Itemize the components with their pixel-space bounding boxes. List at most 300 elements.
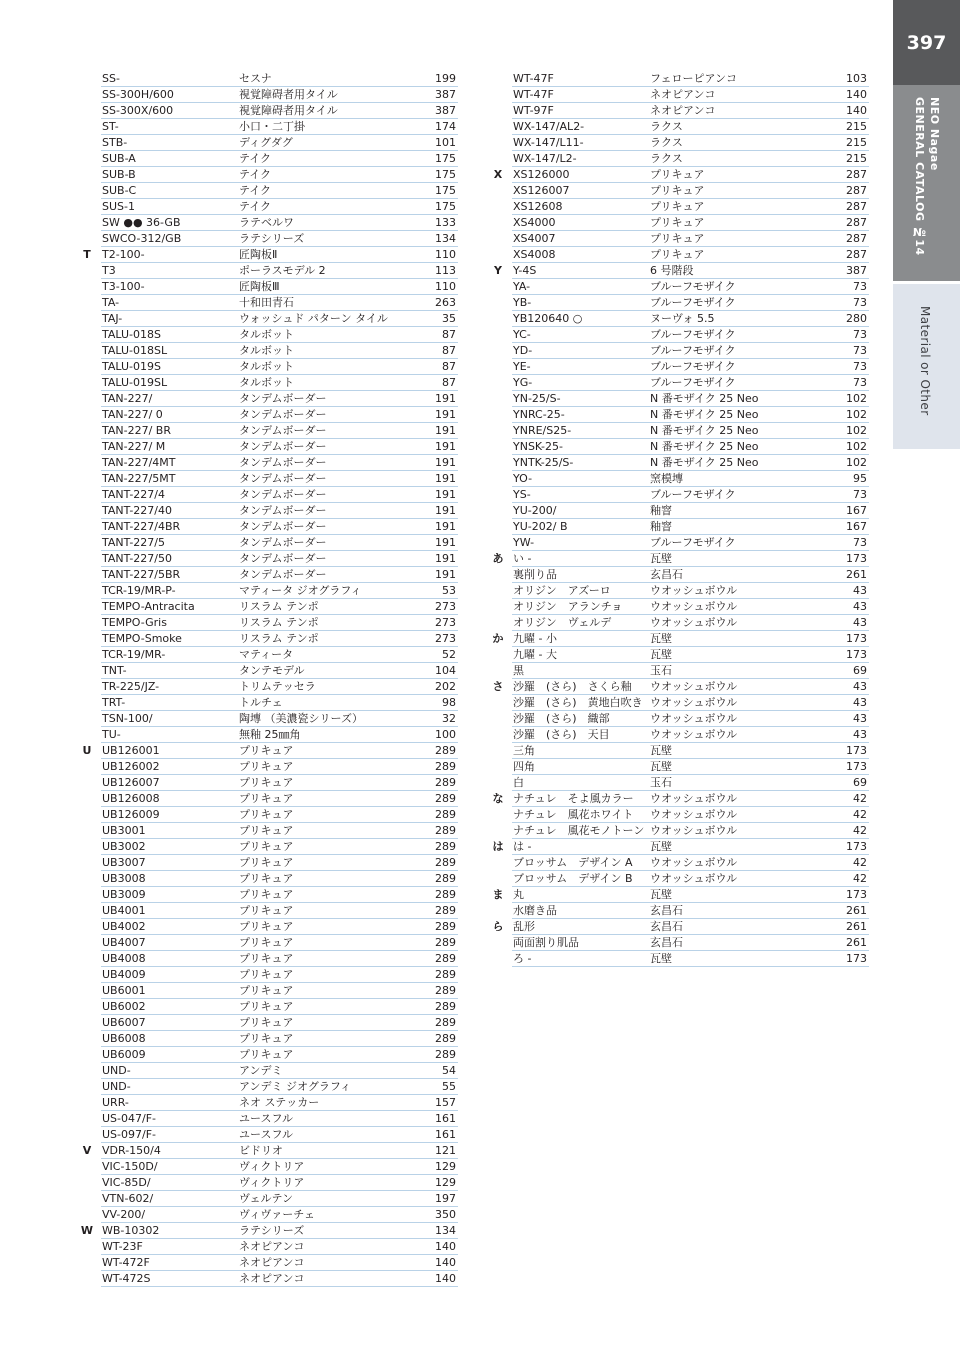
index-entry xyxy=(101,871,458,887)
product-name: タルボット xyxy=(239,376,294,389)
index-entry xyxy=(101,1079,458,1095)
index-entry xyxy=(101,375,458,391)
index-row xyxy=(489,791,869,807)
page-ref: 273 xyxy=(435,616,456,629)
index-row xyxy=(489,887,869,903)
product-name: ブルーフモザイク xyxy=(650,360,736,373)
index-row xyxy=(489,599,869,615)
product-code: WX-147/L2- xyxy=(513,152,577,165)
index-row xyxy=(78,807,458,823)
index-entry xyxy=(101,1223,458,1239)
index-row xyxy=(78,151,458,167)
product-name: ラクス xyxy=(650,136,683,149)
page-ref: 289 xyxy=(435,760,456,773)
product-name: プリキュア xyxy=(650,168,705,181)
page-ref: 43 xyxy=(853,600,867,613)
index-row xyxy=(489,695,869,711)
page-ref: 102 xyxy=(846,408,867,421)
product-code: YB- xyxy=(513,296,532,309)
page-ref: 173 xyxy=(846,952,867,965)
index-row xyxy=(78,1127,458,1143)
product-name: プリキュア xyxy=(239,888,294,901)
product-name: タンデムボーダー xyxy=(239,424,327,437)
index-entry xyxy=(101,439,458,455)
index-entry xyxy=(512,823,869,839)
product-code: TANT-227/4 xyxy=(102,488,165,501)
page-ref: 113 xyxy=(435,264,456,277)
index-entry xyxy=(101,471,458,487)
product-name: ウオッシュボウル xyxy=(650,680,738,693)
page-ref: 73 xyxy=(853,280,867,293)
product-code: UB6002 xyxy=(102,1000,146,1013)
index-entry xyxy=(101,1207,458,1223)
index-row xyxy=(78,1159,458,1175)
product-name: テイク xyxy=(239,200,272,213)
index-row xyxy=(78,311,458,327)
section-letter: T xyxy=(83,248,91,261)
product-name: N 番モザイク 25 Neo xyxy=(650,456,759,469)
product-name: 瓦壁 xyxy=(650,552,672,565)
index-row xyxy=(489,183,869,199)
product-code: ろ - xyxy=(513,952,532,965)
product-code: TALU-018S xyxy=(102,328,161,341)
product-code: TALU-019SL xyxy=(102,376,168,389)
page-ref: 167 xyxy=(846,504,867,517)
product-code: UND- xyxy=(102,1064,131,1077)
product-name: プリキュア xyxy=(239,936,294,949)
product-code: TSN-100/ xyxy=(102,712,153,725)
section-tab[interactable] xyxy=(893,284,960,449)
page-ref: 69 xyxy=(853,664,867,677)
index-entry xyxy=(101,295,458,311)
index-entry xyxy=(101,919,458,935)
page-ref: 289 xyxy=(435,888,456,901)
page-ref: 100 xyxy=(435,728,456,741)
index-entry xyxy=(101,1015,458,1031)
page-ref: 87 xyxy=(442,344,456,357)
product-code: 四角 xyxy=(513,760,535,773)
index-entry xyxy=(101,1159,458,1175)
product-name: ブルーフモザイク xyxy=(650,536,736,549)
product-name: 6 号階段 xyxy=(650,264,694,277)
index-entry xyxy=(512,103,869,119)
page-ref: 289 xyxy=(435,840,456,853)
index-row xyxy=(78,567,458,583)
index-row xyxy=(489,359,869,375)
index-row xyxy=(78,759,458,775)
index-row xyxy=(78,1175,458,1191)
index-entry xyxy=(512,327,869,343)
product-name: 玄昌石 xyxy=(650,920,683,933)
section-letter: Y xyxy=(494,264,502,277)
index-row xyxy=(489,663,869,679)
index-entry xyxy=(101,199,458,215)
index-entry xyxy=(101,647,458,663)
page-ref: 173 xyxy=(846,760,867,773)
index-entry xyxy=(101,1191,458,1207)
product-code: 沙羅 (さら) さくら釉 xyxy=(513,680,632,693)
index-entry xyxy=(512,71,869,87)
page-ref: 387 xyxy=(435,104,456,117)
index-entry xyxy=(101,343,458,359)
index-row xyxy=(78,711,458,727)
page-ref: 280 xyxy=(846,312,867,325)
page-ref: 287 xyxy=(846,216,867,229)
index-entry xyxy=(512,439,869,455)
index-entry xyxy=(512,727,869,743)
product-name: ウォッシュド パターン タイル xyxy=(239,312,388,325)
page-ref: 191 xyxy=(435,408,456,421)
product-name: 十和田青石 xyxy=(239,296,294,309)
index-entry xyxy=(101,775,458,791)
index-entry xyxy=(101,711,458,727)
index-entry xyxy=(101,823,458,839)
index-entry xyxy=(512,919,869,935)
index-entry xyxy=(101,807,458,823)
product-name: マティータ ジオグラフィ xyxy=(239,584,362,597)
product-name: プリキュア xyxy=(239,968,294,981)
product-code: XS126000 xyxy=(513,168,570,181)
index-row xyxy=(78,679,458,695)
page-ref: 289 xyxy=(435,856,456,869)
index-row xyxy=(78,359,458,375)
index-row xyxy=(78,423,458,439)
index-entry xyxy=(512,647,869,663)
page-ref: 98 xyxy=(442,696,456,709)
product-name: タンデムボーダー xyxy=(239,472,327,485)
index-row xyxy=(78,663,458,679)
index-row xyxy=(489,503,869,519)
product-name: 瓦壁 xyxy=(650,952,672,965)
product-name: プリキュア xyxy=(650,216,705,229)
product-name: 匠陶板Ⅲ xyxy=(239,280,280,293)
product-name: プリキュア xyxy=(650,248,705,261)
index-entry xyxy=(512,151,869,167)
product-name: ウオッシュボウル xyxy=(650,712,738,725)
index-row xyxy=(78,535,458,551)
index-entry xyxy=(512,631,869,647)
product-code: UB6001 xyxy=(102,984,146,997)
page-ref: 191 xyxy=(435,456,456,469)
product-name: ネオピアンコ xyxy=(239,1256,305,1269)
page-ref: 43 xyxy=(853,712,867,725)
product-name: プリキュア xyxy=(239,792,294,805)
product-code: UB4008 xyxy=(102,952,146,965)
page-ref: 175 xyxy=(435,184,456,197)
page-ref: 215 xyxy=(846,152,867,165)
index-row xyxy=(489,951,869,967)
product-code: YS- xyxy=(513,488,531,501)
product-name: タルボット xyxy=(239,328,294,341)
index-row xyxy=(78,775,458,791)
page-ref: 102 xyxy=(846,424,867,437)
index-entry xyxy=(101,679,458,695)
index-row xyxy=(78,871,458,887)
product-name: 瓦壁 xyxy=(650,888,672,901)
index-entry xyxy=(512,279,869,295)
page-ref: 261 xyxy=(846,936,867,949)
index-row xyxy=(489,391,869,407)
product-code: 沙羅 (さら) 黄地白吹き xyxy=(513,696,643,709)
product-name: プリキュア xyxy=(239,760,294,773)
product-name: ブルーフモザイク xyxy=(650,344,736,357)
index-row xyxy=(78,375,458,391)
product-code: T3-100- xyxy=(102,280,145,293)
product-name: ラクス xyxy=(650,120,683,133)
product-code: VTN-602/ xyxy=(102,1192,154,1205)
index-row xyxy=(489,439,869,455)
product-code: 両面割り肌品 xyxy=(513,936,579,949)
product-name: タンデムボーダー xyxy=(239,552,327,565)
product-name: N 番モザイク 25 Neo xyxy=(650,440,759,453)
index-entry xyxy=(101,311,458,327)
product-code: SUS-1 xyxy=(102,200,135,213)
index-entry xyxy=(512,679,869,695)
index-entry xyxy=(101,135,458,151)
product-code: WX-147/L11- xyxy=(513,136,584,149)
page-ref: 140 xyxy=(435,1240,456,1253)
product-code: US-097/F- xyxy=(102,1128,157,1141)
product-code: TAN-227/4MT xyxy=(102,456,176,469)
section-letter: W xyxy=(80,1224,94,1237)
page-ref: 134 xyxy=(435,1224,456,1237)
page-ref: 134 xyxy=(435,232,456,245)
index-entry xyxy=(101,903,458,919)
page-ref: 175 xyxy=(435,152,456,165)
page-ref: 161 xyxy=(435,1128,456,1141)
page-ref: 263 xyxy=(435,296,456,309)
product-code: SW ●● 36-GB xyxy=(102,216,181,229)
product-code: XS4008 xyxy=(513,248,556,261)
product-code: YE- xyxy=(513,360,531,373)
index-row xyxy=(489,231,869,247)
index-entry xyxy=(512,167,869,183)
product-name: ヴィクトリア xyxy=(239,1176,305,1189)
product-code: は - xyxy=(513,840,532,853)
product-code: SUB-B xyxy=(102,168,136,181)
catalog-line-1: NEO Nagae xyxy=(928,97,941,171)
page-ref: 289 xyxy=(435,1048,456,1061)
index-row xyxy=(489,119,869,135)
index-row xyxy=(489,455,869,471)
product-name: タンデムボーダー xyxy=(239,488,327,501)
page-ref: 42 xyxy=(853,856,867,869)
index-row xyxy=(78,823,458,839)
product-name: ネオピアンコ xyxy=(239,1272,305,1285)
page-ref: 261 xyxy=(846,920,867,933)
page-ref: 140 xyxy=(846,88,867,101)
product-code: VV-200/ xyxy=(102,1208,146,1221)
page-ref: 215 xyxy=(846,120,867,133)
section-letter: X xyxy=(493,168,503,181)
index-entry xyxy=(101,1063,458,1079)
index-entry xyxy=(512,807,869,823)
page-ref: 191 xyxy=(435,472,456,485)
index-entry xyxy=(512,359,869,375)
page-ref: 43 xyxy=(853,584,867,597)
index-entry xyxy=(101,887,458,903)
index-row xyxy=(489,135,869,151)
product-name: トリムテッセラ xyxy=(239,680,316,693)
page-ref: 289 xyxy=(435,920,456,933)
index-entry xyxy=(101,551,458,567)
index-row xyxy=(489,759,869,775)
index-entry xyxy=(101,215,458,231)
product-name: プリキュア xyxy=(239,840,294,853)
index-row xyxy=(78,439,458,455)
index-entry xyxy=(101,87,458,103)
page-ref: 199 xyxy=(435,72,456,85)
index-row xyxy=(78,999,458,1015)
index-row xyxy=(489,711,869,727)
page-ref: 289 xyxy=(435,904,456,917)
index-entry xyxy=(101,183,458,199)
index-entry xyxy=(101,263,458,279)
index-row xyxy=(78,599,458,615)
index-entry xyxy=(512,311,869,327)
product-code: YNSK-25- xyxy=(513,440,563,453)
index-row xyxy=(78,71,458,87)
page-ref: 32 xyxy=(442,712,456,725)
product-name: フェローピアンコ xyxy=(650,72,738,85)
index-entry xyxy=(512,215,869,231)
index-row xyxy=(78,967,458,983)
product-name: プリキュア xyxy=(239,952,294,965)
page-ref: 140 xyxy=(435,1272,456,1285)
index-entry xyxy=(512,247,869,263)
product-name: 窯模塼 xyxy=(650,472,683,485)
index-entry xyxy=(512,375,869,391)
product-name: ウオッシュボウル xyxy=(650,824,738,837)
page-ref: 289 xyxy=(435,1016,456,1029)
page-ref: 273 xyxy=(435,600,456,613)
index-row xyxy=(78,983,458,999)
index-row xyxy=(78,343,458,359)
product-name: プリキュア xyxy=(239,904,294,917)
index-entry xyxy=(101,103,458,119)
page-ref: 287 xyxy=(846,184,867,197)
index-row xyxy=(78,1143,458,1159)
index-row xyxy=(489,71,869,87)
product-code: TAN-227/ 0 xyxy=(102,408,163,421)
product-name: 無釉 25㎜角 xyxy=(239,728,301,741)
product-name: ラテベルワ xyxy=(239,216,294,229)
index-row xyxy=(489,103,869,119)
index-entry xyxy=(101,167,458,183)
product-name: タンデムボーダー xyxy=(239,536,327,549)
product-name: 瓦壁 xyxy=(650,648,672,661)
page-ref: 73 xyxy=(853,344,867,357)
index-row xyxy=(78,695,458,711)
product-name: ヴィクトリア xyxy=(239,1160,305,1173)
page-ref: 102 xyxy=(846,456,867,469)
product-name: タンデムボーダー xyxy=(239,408,327,421)
product-code: 乱形 xyxy=(513,920,535,933)
page-ref: 350 xyxy=(435,1208,456,1221)
product-code: UB126002 xyxy=(102,760,160,773)
product-code: 水磨き品 xyxy=(513,904,557,917)
product-name: ネオピアンコ xyxy=(650,88,716,101)
index-row xyxy=(78,1271,458,1287)
product-name: ウオッシュボウル xyxy=(650,600,738,613)
index-row xyxy=(489,551,869,567)
index-row xyxy=(78,295,458,311)
index-entry xyxy=(101,631,458,647)
product-name: ウオッシュボウル xyxy=(650,696,738,709)
index-row xyxy=(78,455,458,471)
index-entry xyxy=(512,759,869,775)
page-ref: 73 xyxy=(853,296,867,309)
index-entry xyxy=(512,567,869,583)
index-entry xyxy=(101,1143,458,1159)
page-ref: 387 xyxy=(846,264,867,277)
index-row xyxy=(78,903,458,919)
product-code: ブロッサム デザイン A xyxy=(513,856,633,869)
product-code: T2-100- xyxy=(102,248,145,261)
product-name: プリキュア xyxy=(239,776,294,789)
index-row xyxy=(78,247,458,263)
product-code: YN-25/S- xyxy=(513,392,561,405)
index-row xyxy=(78,791,458,807)
product-code: VIC-150D/ xyxy=(102,1160,158,1173)
page-ref: 101 xyxy=(435,136,456,149)
index-entry xyxy=(512,423,869,439)
index-row xyxy=(489,407,869,423)
index-row xyxy=(489,855,869,871)
index-entry xyxy=(101,855,458,871)
index-entry xyxy=(101,535,458,551)
product-name: テイク xyxy=(239,184,272,197)
product-code: オリジン アランチョ xyxy=(513,600,623,613)
product-name: プリキュア xyxy=(239,824,294,837)
index-row xyxy=(78,887,458,903)
product-name: プリキュア xyxy=(650,232,705,245)
index-entry xyxy=(512,519,869,535)
index-row xyxy=(489,919,869,935)
product-code: WT-23F xyxy=(102,1240,143,1253)
product-name: 瓦壁 xyxy=(650,632,672,645)
page-ref: 197 xyxy=(435,1192,456,1205)
page-ref: 140 xyxy=(435,1256,456,1269)
product-code: UB4007 xyxy=(102,936,146,949)
index-row xyxy=(489,727,869,743)
page-ref: 174 xyxy=(435,120,456,133)
index-entry xyxy=(512,135,869,151)
index-row xyxy=(489,263,869,279)
product-name: ラテシリーズ xyxy=(239,1224,305,1237)
product-code: SUB-C xyxy=(102,184,137,197)
index-row xyxy=(78,615,458,631)
page-ref: 191 xyxy=(435,520,456,533)
page-ref: 273 xyxy=(435,632,456,645)
section-letter: V xyxy=(82,1144,92,1157)
index-entry xyxy=(512,663,869,679)
product-name: 玉石 xyxy=(650,664,672,677)
product-code: 沙羅 (さら) 天目 xyxy=(513,728,610,741)
product-name: ポーラスモデル 2 xyxy=(239,264,326,277)
product-code: SS-300H/600 xyxy=(102,88,174,101)
index-entry xyxy=(101,791,458,807)
page-ref: 55 xyxy=(442,1080,456,1093)
product-code: TALU-018SL xyxy=(102,344,168,357)
page-ref: 175 xyxy=(435,200,456,213)
page-ref: 175 xyxy=(435,168,456,181)
index-entry xyxy=(512,871,869,887)
product-code: ST- xyxy=(102,120,119,133)
index-entry xyxy=(101,231,458,247)
product-code: オリジン アズーロ xyxy=(513,584,611,597)
product-code: YNTK-25/S- xyxy=(513,456,574,469)
